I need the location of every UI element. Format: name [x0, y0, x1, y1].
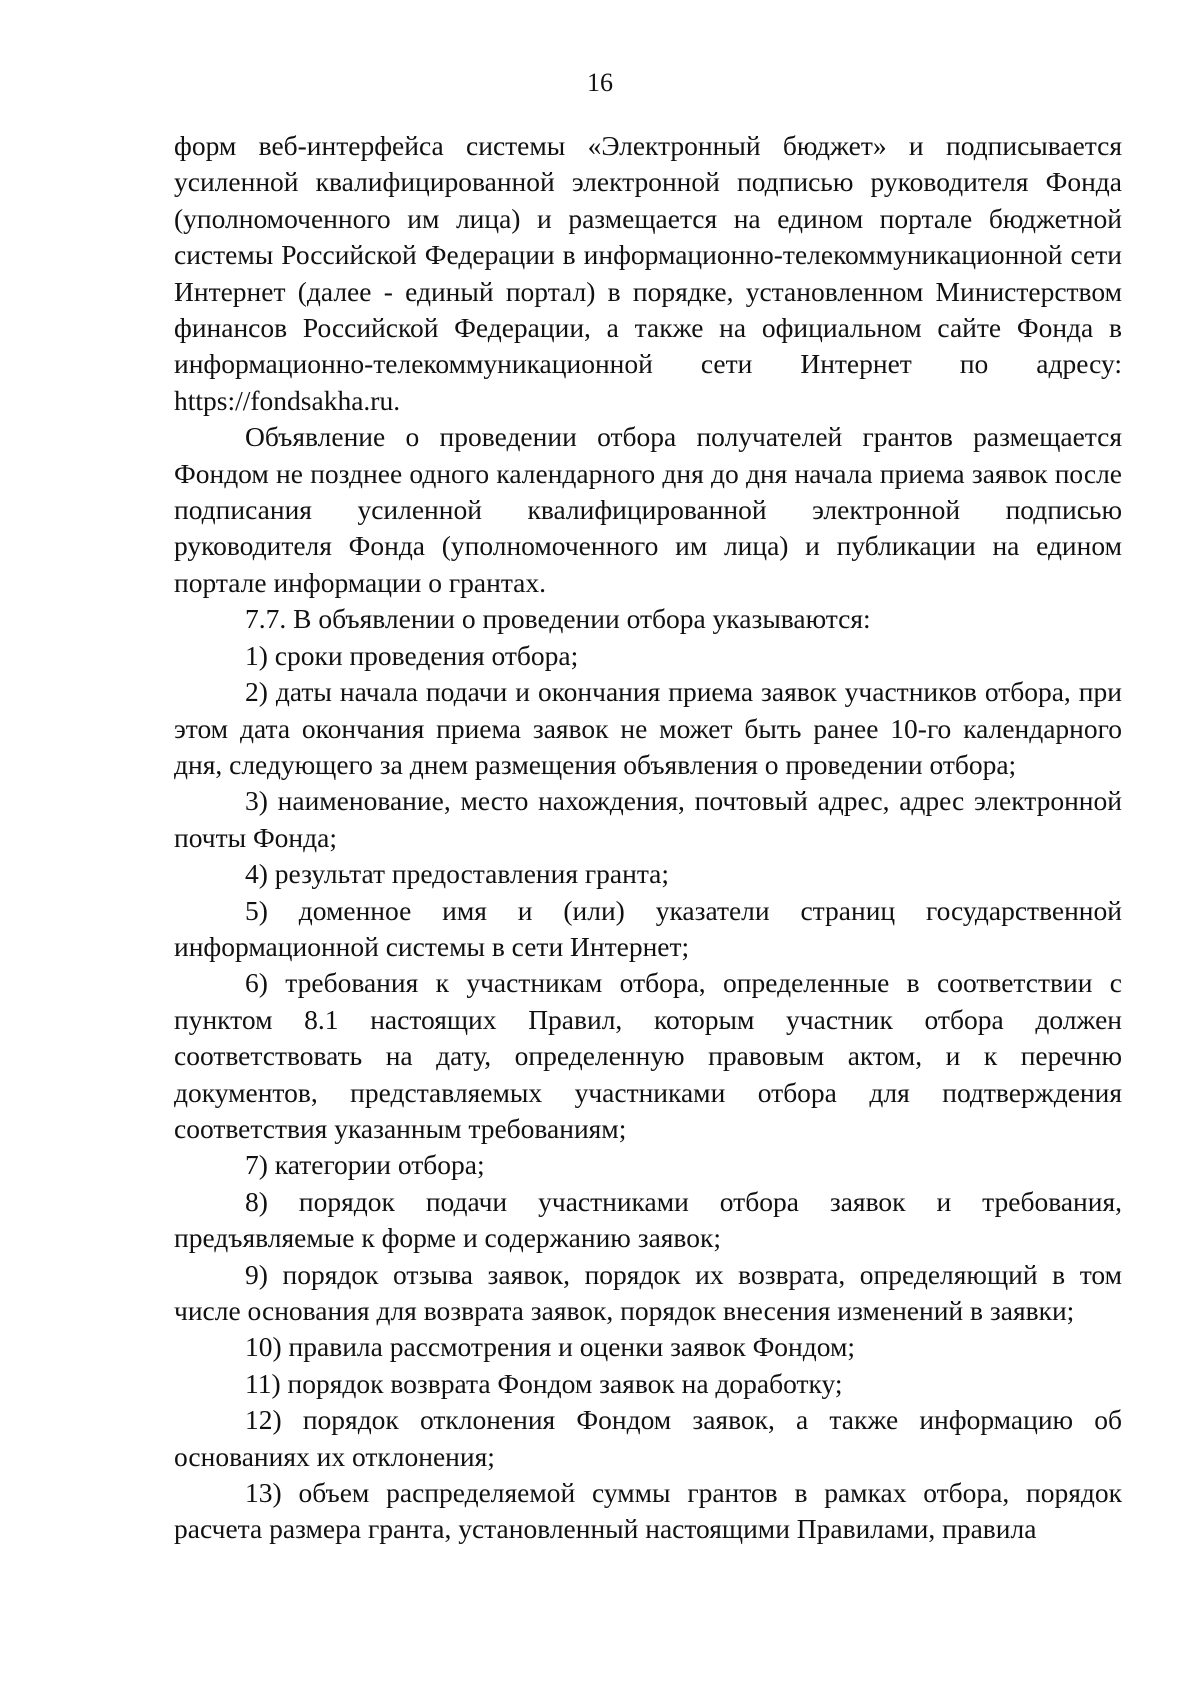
- paragraph: 9) порядок отзыва заявок, порядок их возврата, определяющий в том числе основания для возврата заявок, порядок внесения изменений в заявки;: [174, 1258, 1122, 1326]
- paragraph: 7) категории отбора;: [245, 1149, 485, 1181]
- paragraph: 5) доменное имя и (или) указатели страниц государственной информационной системы в сети Интернет;: [174, 894, 1122, 962]
- paragraph: 10) правила рассмотрения и оценки заявок Фондом;: [245, 1331, 856, 1363]
- paragraph: 3) наименование, место нахождения, почтовый адрес, адрес электронной почты Фонда;: [174, 785, 1122, 853]
- paragraph: Объявление о проведении отбора получателей грантов размещается Фондом не позднее одного календарного дня до дня начала приема заявок после подписания усиленной квалифицированной электронной подписью руководителя Фонда (уполномоченного им лица) и публикации на едином портале информации о грантах.: [174, 421, 1122, 598]
- paragraph: 13) объем распределяемой суммы грантов в рамках отбора, порядок расчета размера гранта, установленный настоящими Правилами, правила: [174, 1477, 1122, 1545]
- document-body: [174, 128, 1122, 1548]
- paragraph: 12) порядок отклонения Фондом заявок, а также информацию об основаниях их отклонения;: [174, 1404, 1122, 1472]
- page-number: 16: [587, 68, 613, 97]
- paragraph: форм веб-интерфейса системы «Электронный бюджет» и подписывается усиленной квалифицированной электронной подписью руководителя Фонда (уполномоченного им лица) и размещается на едином портале бюджетной системы Российской Федерации в информационно-телекоммуникационной сети Интернет (далее - единый портал) в порядке, установленном Министерством финансов Российской Федерации, а также на официальном сайте Фонда в информационно-телекоммуникационной сети Интернет по адресу: https://fondsakha.ru.: [174, 130, 1122, 416]
- paragraph: 1) сроки проведения отбора;: [245, 639, 579, 671]
- paragraph: 2) даты начала подачи и окончания приема заявок участников отбора, при этом дата окончания приема заявок не может быть ранее 10-го календарного дня, следующего за днем размещения объявления о проведении отбора;: [174, 676, 1122, 780]
- paragraph: 6) требования к участникам отбора, определенные в соответствии с пунктом 8.1 настоящих Правил, которым участник отбора должен соответствовать на дату, определенную правовым актом, и к перечню документов, представляемых участниками отбора для подтверждения соответствия указанным требованиям;: [174, 967, 1122, 1144]
- paragraph: 11) порядок возврата Фондом заявок на доработку;: [245, 1367, 843, 1399]
- paragraph: 8) порядок подачи участниками отбора заявок и требования, предъявляемые к форме и содержанию заявок;: [174, 1185, 1122, 1254]
- paragraph: 4) результат предоставления гранта;: [245, 858, 670, 890]
- paragraph: 7.7. В объявлении о проведении отбора указываются:: [245, 603, 871, 635]
